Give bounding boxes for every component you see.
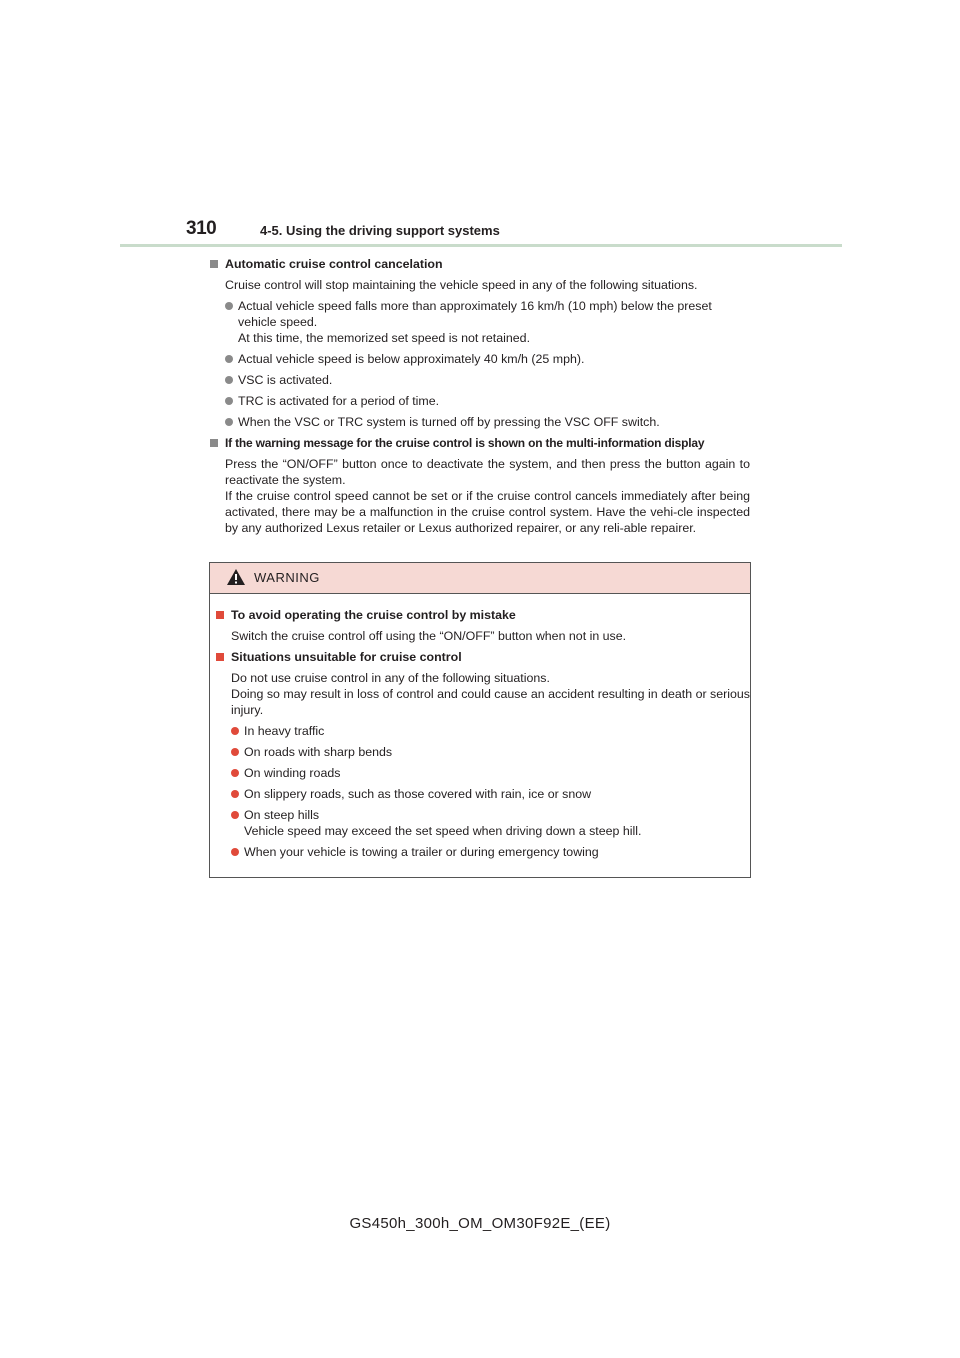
warning-header <box>210 563 750 594</box>
paragraph: Cruise control will stop maintaining the vehicle speed in any of the following situations. <box>225 278 698 292</box>
circle-bullet-icon <box>231 769 239 777</box>
square-bullet-icon <box>210 260 218 268</box>
page-number: 310 <box>186 218 217 239</box>
circle-bullet-icon <box>231 748 239 756</box>
section-heading: Automatic cruise control cancelation <box>210 256 750 272</box>
section-heading: If the warning message for the cruise control is shown on the multi-information display <box>210 435 750 451</box>
list-item: In heavy traffic <box>216 723 750 739</box>
paragraph: Press the “ON/OFF” button once to deactivate the system, and then press the button again to reactivate the system. <box>225 457 750 487</box>
list-item: On slippery roads, such as those covered with rain, ice or snow <box>216 786 750 802</box>
header-rule <box>120 244 842 247</box>
paragraph: If the cruise control speed cannot be set or if the cruise control cancels immediately after being activated, there may be a malfunction in the cruise control system. Have the vehi-cle inspected by any authorized Lexus retailer or Lexus authorized repairer, or any reli-able repairer. <box>225 489 750 535</box>
list-item: TRC is activated for a period of time. <box>210 393 750 409</box>
warning-heading: Situations unsuitable for cruise control <box>216 649 750 665</box>
warning-triangle-icon <box>226 568 246 586</box>
list-item: When the VSC or TRC system is turned off by pressing the VSC OFF switch. <box>210 414 750 430</box>
circle-bullet-icon <box>231 811 239 819</box>
square-bullet-icon <box>216 611 224 619</box>
list-item: When your vehicle is towing a trailer or during emergency towing <box>216 844 750 860</box>
paragraph: Do not use cruise control in any of the following situations. Doing so may result in loss of control and could cause an accident resulting in death or serious injury. <box>231 671 750 717</box>
list-item: On winding roads <box>216 765 750 781</box>
list-item: Actual vehicle speed is below approximately 40 km/h (25 mph). <box>210 351 750 367</box>
circle-bullet-icon <box>225 397 233 405</box>
paragraph: Switch the cruise control off using the “ON/OFF” button when not in use. <box>231 629 627 643</box>
auto-cancel-section <box>210 256 750 430</box>
square-bullet-icon <box>210 439 218 447</box>
warning-body <box>210 594 750 860</box>
warning-heading: To avoid operating the cruise control by mistake <box>216 607 750 623</box>
circle-bullet-icon <box>225 355 233 363</box>
section-title: 4-5. Using the driving support systems <box>260 223 500 238</box>
circle-bullet-icon <box>225 376 233 384</box>
warning-message-section <box>210 435 750 536</box>
list-item: On roads with sharp bends <box>216 744 750 760</box>
circle-bullet-icon <box>231 727 239 735</box>
circle-bullet-icon <box>225 418 233 426</box>
square-bullet-icon <box>216 653 224 661</box>
list-item: Actual vehicle speed falls more than approximately 16 km/h (10 mph) below the preset vehicle speed. At this time, the memorized set speed is not retained. <box>210 298 750 346</box>
circle-bullet-icon <box>225 302 233 310</box>
list-item: VSC is activated. <box>210 372 750 388</box>
warning-title: WARNING <box>254 570 320 585</box>
circle-bullet-icon <box>231 848 239 856</box>
footer-code: GS450h_300h_OM_OM30F92E_(EE) <box>349 1215 611 1232</box>
circle-bullet-icon <box>231 790 239 798</box>
list-item: On steep hills Vehicle speed may exceed the set speed when driving down a steep hill. <box>216 807 750 839</box>
warning-box <box>209 562 751 878</box>
main-content <box>210 256 750 541</box>
